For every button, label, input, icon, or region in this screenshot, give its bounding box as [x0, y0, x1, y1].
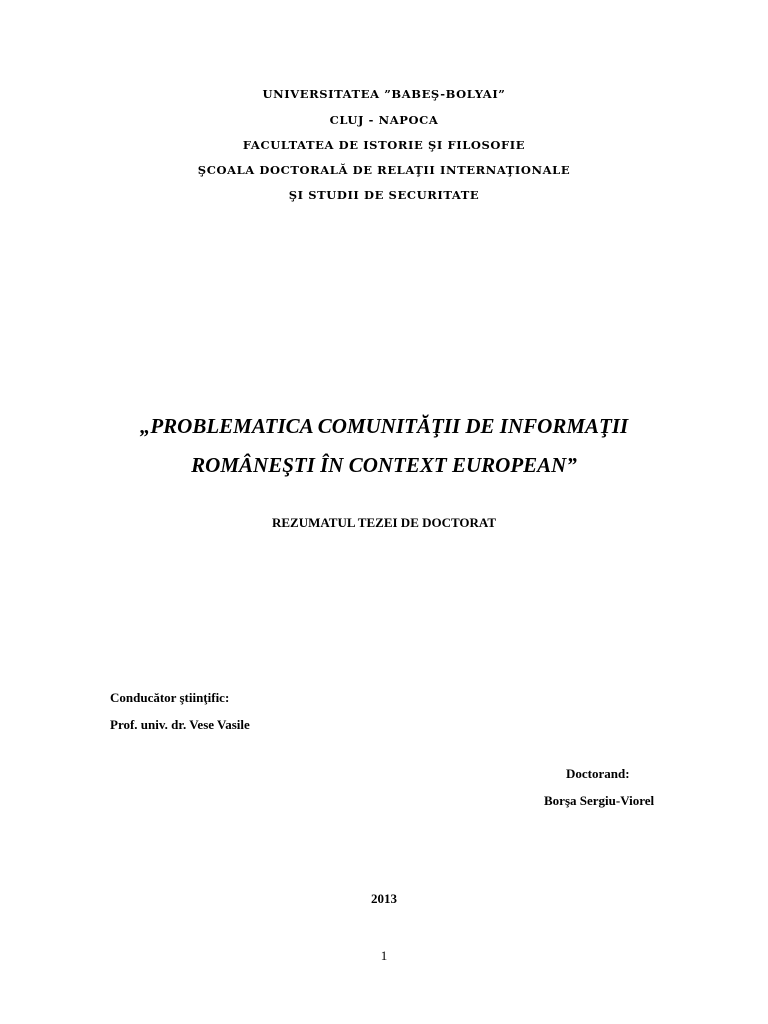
- faculty-name: FACULTATEA DE ISTORIE ŞI FILOSOFIE: [242, 138, 526, 152]
- thesis-title-line2: ROMÂNEŞTI ÎN CONTEXT EUROPEAN”: [191, 453, 577, 477]
- doctoral-school-line2: ŞI STUDII DE SECURITATE: [288, 188, 480, 202]
- doctoral-school-line1: ŞCOALA DOCTORALĂ DE RELAŢII INTERNAŢIONALE: [197, 163, 571, 177]
- thesis-year: 2013: [371, 891, 397, 906]
- thesis-title-line1: „PROBLEMATICA COMUNITĂŢII DE INFORMAŢII: [139, 414, 629, 438]
- supervisor-name: Prof. univ. dr. Vese Vasile: [110, 717, 250, 732]
- university-name: UNIVERSITATEA ”BABEŞ-BOLYAI”: [262, 87, 506, 101]
- thesis-subtitle: REZUMATUL TEZEI DE DOCTORAT: [271, 515, 497, 530]
- candidate-name: Borşa Sergiu-Viorel: [544, 793, 655, 808]
- candidate-label: Doctorand:: [566, 766, 630, 781]
- page-number: 1: [380, 948, 388, 963]
- supervisor-label: Conducător ştiinţific:: [110, 690, 230, 705]
- university-city: CLUJ - NAPOCA: [329, 113, 439, 127]
